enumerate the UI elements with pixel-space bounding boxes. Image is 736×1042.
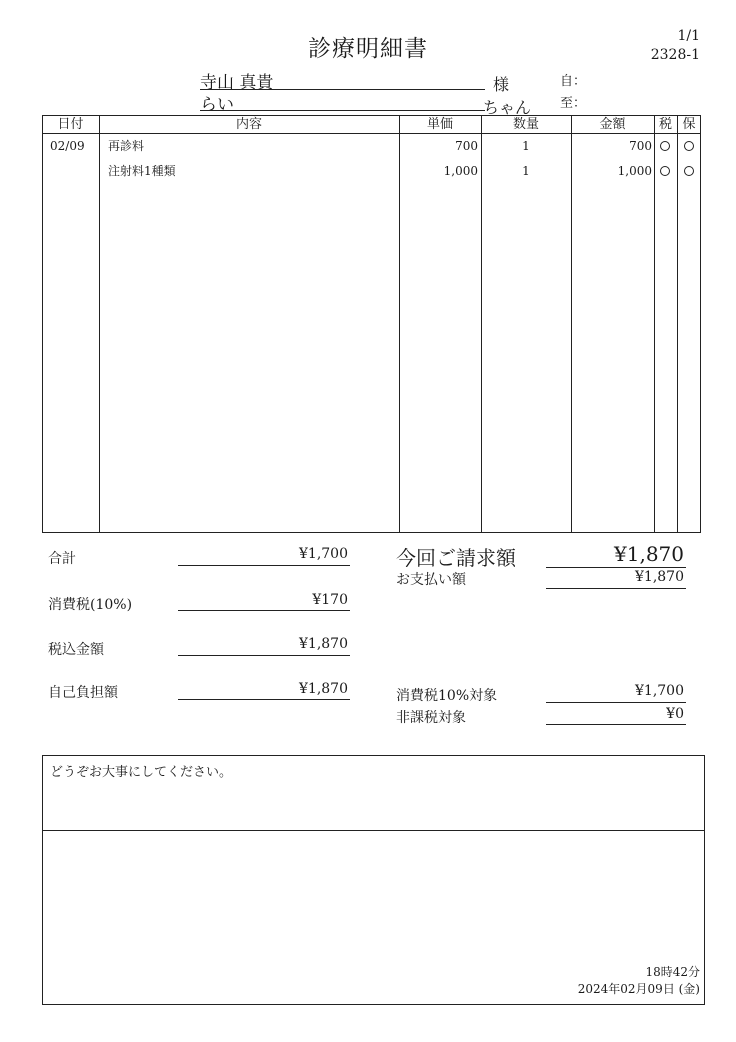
issue-date: 2024年02月09日 (金): [577, 982, 700, 996]
pet-suffix: ちゃん: [483, 98, 532, 117]
payment-label: お支払い額: [396, 572, 466, 588]
row-amount: 1,000: [617, 164, 652, 178]
message-divider: [42, 830, 705, 831]
row-unit-price: 700: [455, 139, 478, 153]
tax-underline: [178, 610, 350, 611]
self-pay-value: ¥1,870: [299, 681, 348, 697]
payment-value: ¥1,870: [635, 569, 684, 585]
billing-value: ¥1,870: [614, 542, 684, 566]
subtotal-label: 合計: [48, 551, 76, 567]
taxable-value: ¥1,700: [635, 683, 684, 699]
period-to-label: 至：: [560, 96, 587, 111]
column-divider: [654, 115, 655, 533]
owner-suffix: 様: [493, 75, 510, 94]
nontaxable-label: 非課税対象: [396, 710, 466, 726]
header-tax: 税: [658, 117, 672, 132]
row-quantity: 1: [522, 139, 530, 153]
header-amount: 金額: [599, 117, 626, 132]
tax-included-value: ¥1,870: [299, 636, 348, 652]
taxable-label: 消費税10%対象: [396, 688, 498, 704]
document-number: 2328-1: [650, 47, 700, 63]
row-date: 02/09: [50, 139, 85, 153]
owner-underline: [200, 89, 485, 90]
tax-label: 消費税(10%): [48, 597, 133, 613]
row-quantity: 1: [522, 164, 530, 178]
table-header-divider: [42, 133, 701, 134]
insurance-mark-icon: [684, 141, 694, 151]
tax-included-label: 税込金額: [48, 642, 104, 658]
message-text: どうぞお大事にしてください。: [50, 765, 233, 780]
row-amount: 700: [629, 139, 652, 153]
column-divider: [99, 115, 100, 533]
document-title: 診療明細書: [308, 36, 428, 62]
billing-label: 今回ご請求額: [396, 546, 516, 570]
self-pay-underline: [178, 699, 350, 700]
header-insurance: 保: [682, 117, 696, 132]
nontaxable-value: ¥0: [666, 706, 684, 722]
owner-name: 寺山 真貴: [200, 73, 274, 93]
subtotal-value: ¥1,700: [299, 546, 348, 562]
row-content: 注射料1種類: [108, 164, 176, 178]
header-date: 日付: [57, 117, 84, 132]
header-content: 内容: [235, 117, 262, 132]
self-pay-label: 自己負担額: [48, 685, 118, 701]
pet-name: らい: [200, 95, 234, 115]
row-unit-price: 1,000: [443, 164, 478, 178]
header-unit-price: 単価: [426, 117, 453, 132]
subtotal-underline: [178, 565, 350, 566]
column-divider: [677, 115, 678, 533]
pet-underline: [200, 110, 485, 111]
period-from-label: 自：: [560, 74, 587, 89]
row-content: 再診料: [108, 139, 145, 153]
payment-underline: [546, 588, 686, 589]
tax-mark-icon: [660, 141, 670, 151]
nontaxable-underline: [546, 724, 686, 725]
issue-time: 18時42分: [645, 965, 700, 979]
tax-mark-icon: [660, 166, 670, 176]
header-quantity: 数量: [512, 117, 539, 132]
page-number: 1/1: [677, 28, 700, 44]
insurance-mark-icon: [684, 166, 694, 176]
billing-underline: [546, 567, 686, 568]
tax-value: ¥170: [312, 592, 348, 608]
tax-included-underline: [178, 655, 350, 656]
message-box: [42, 755, 705, 1005]
taxable-underline: [546, 702, 686, 703]
